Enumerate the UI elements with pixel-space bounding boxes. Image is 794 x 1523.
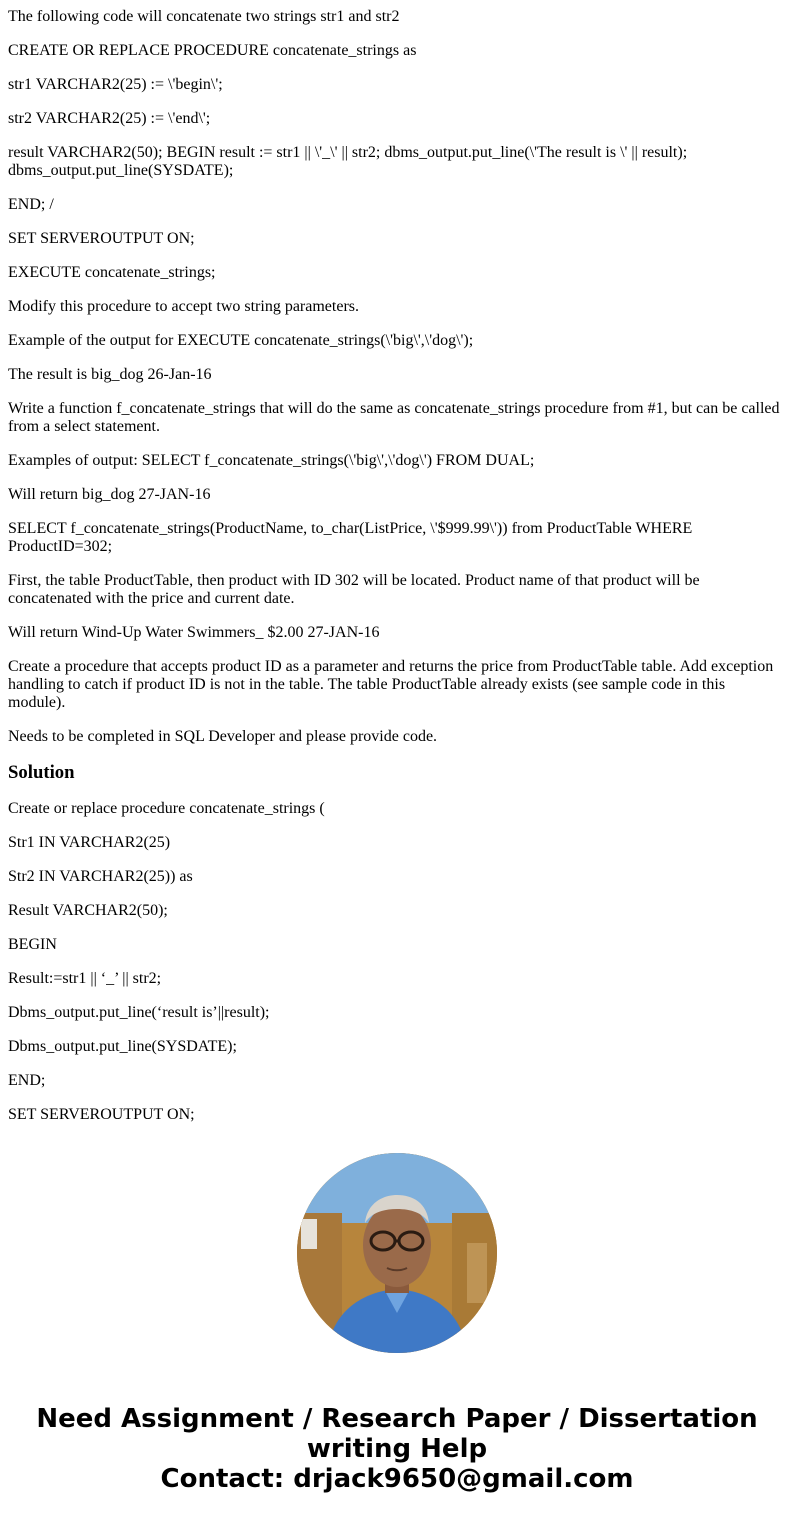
- author-portrait-image: [297, 1153, 497, 1353]
- question-paragraph: Will return big_dog 27-JAN-16: [8, 486, 211, 503]
- solution-code-line: BEGIN: [8, 936, 57, 953]
- question-paragraph: Modify this procedure to accept two string parameters.: [8, 298, 359, 315]
- solution-code-line: Result VARCHAR2(50);: [8, 902, 168, 919]
- question-paragraph: CREATE OR REPLACE PROCEDURE concatenate_strings as: [8, 42, 417, 59]
- question-paragraph: str1 VARCHAR2(25) := \'begin\';: [8, 76, 223, 93]
- solution-code-line: Dbms_output.put_line(‘result is’||result);: [8, 1004, 270, 1021]
- solution-code-line: Result:=str1 || ‘_’ || str2;: [8, 970, 162, 987]
- promo-contact: Contact: drjack9650@gmail.com: [160, 1464, 634, 1494]
- solution-code-line: END;: [8, 1072, 46, 1089]
- author-avatar: [297, 1153, 497, 1353]
- question-paragraph: The result is big_dog 26-Jan-16: [8, 366, 212, 383]
- question-paragraph: First, the table ProductTable, then product with ID 302 will be located. Product name of that product will be concatenated with the price and current date.: [8, 572, 704, 607]
- document-body: [8, 0, 786, 1122]
- solution-code-line: Str2 IN VARCHAR2(25)) as: [8, 868, 193, 885]
- question-paragraph: Will return Wind-Up Water Swimmers_ $2.00 27-JAN-16: [8, 624, 380, 641]
- question-paragraph: str2 VARCHAR2(25) := \'end\';: [8, 110, 211, 127]
- question-paragraph: Needs to be completed in SQL Developer and please provide code.: [8, 728, 438, 745]
- solution-heading: Solution: [8, 762, 75, 783]
- promo-line: Need Assignment / Research Paper / Dissertation: [36, 1404, 758, 1434]
- solution-code-line: Str1 IN VARCHAR2(25): [8, 834, 171, 851]
- solution-code-line: Create or replace procedure concatenate_strings (: [8, 800, 325, 817]
- question-paragraph: Write a function f_concatenate_strings that will do the same as concatenate_strings procedure from #1, but can be called from a select statement.: [8, 400, 784, 435]
- solution-code-line: SET SERVEROUTPUT ON;: [8, 1106, 195, 1122]
- promo-banner: [0, 1404, 794, 1494]
- question-paragraph: EXECUTE concatenate_strings;: [8, 264, 216, 281]
- question-paragraph: SET SERVEROUTPUT ON;: [8, 230, 195, 247]
- promo-line: writing Help: [306, 1434, 488, 1464]
- question-paragraph: SELECT f_concatenate_strings(ProductName, to_char(ListPrice, \'$999.99\')) from ProductTable WHERE ProductID=302;: [8, 520, 697, 555]
- solution-code-line: Dbms_output.put_line(SYSDATE);: [8, 1038, 237, 1055]
- question-paragraph: Example of the output for EXECUTE concatenate_strings(\'big\',\'dog\');: [8, 332, 474, 349]
- question-paragraph: Examples of output: SELECT f_concatenate_strings(\'big\',\'dog\') FROM DUAL;: [8, 452, 535, 469]
- question-paragraph: END; /: [8, 196, 54, 213]
- question-paragraph: Create a procedure that accepts product ID as a parameter and returns the price from ProductTable table. Add exception handling to catch if product ID is not in the table. The table ProductTable already exists (see sample code in this module).: [8, 658, 778, 711]
- question-paragraph: The following code will concatenate two strings str1 and str2: [8, 8, 400, 25]
- question-paragraph: result VARCHAR2(50); BEGIN result := str1 || \'_\' || str2; dbms_output.put_line(\'The result is \' || result); dbms_output.put_line(SYSDATE);: [8, 144, 692, 179]
